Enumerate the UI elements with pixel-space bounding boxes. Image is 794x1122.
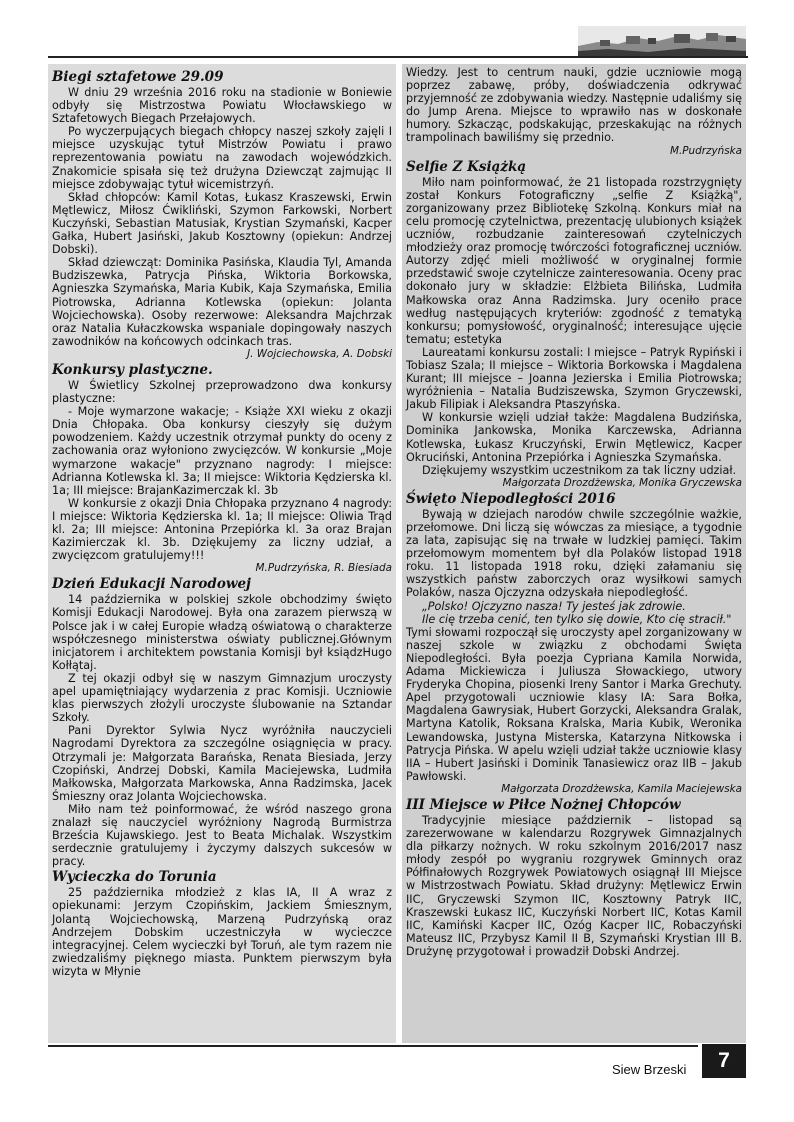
signature: M.Pudrzyńska, R. Biesiada xyxy=(255,562,392,575)
paragraph: Dziękujemy wszystkim uczestnikom za tak liczny udział. xyxy=(422,463,737,477)
article-title-wycieczka: Wycieczka do Torunia xyxy=(52,869,217,886)
paragraph: W dniu 29 września 2016 roku na stadionie w Boniewie odbyły się Mistrzostwa Powiatu Włocławskiego w Sztafetowych Biegach Przełajowych. xyxy=(52,86,392,126)
publication-name: Siew Brzeski xyxy=(612,1062,687,1077)
paragraph: Pani Dyrektor Sylwia Nycz wyróżniła nauczycieli Nagrodami Dyrektora za szczególne osiągnięcia w pracy. Otrzymali je: Małgorzata Barańska, Renata Biesiada, Jerzy Czopiński, Andrzej Dobski, Kamila Maciejewska, Ludmiła Małkowska, Małgorzata Markowska, Anna Radzimska, Jacek Śmieszny oraz Jolanta Wojciechowska. xyxy=(52,724,392,803)
paragraph: Skład dziewcząt: Dominika Pasińska, Klaudia Tyl, Amanda Budziszewka, Patrycja Pińska, Wiktoria Borkowska, Agnieszka Szymańska, Maria Kubik, Kaja Szymańska, Emilia Piotrowska, Adrianna Kotlewska (opiekun: Jolanta Wojciechowska). Osoby rezerwowe: Aleksandra Majchrzak oraz Natalia Kułaczkowska wspaniale dopingowały naszych zawodników na końcowych odcinkach tras. xyxy=(52,256,392,348)
signature: Małgorzata Drozdżewska, Kamila Maciejewska xyxy=(501,782,742,795)
article-title-konkursy: Konkursy plastyczne. xyxy=(52,361,213,378)
right-column xyxy=(402,64,746,1043)
header-landscape-photo xyxy=(578,26,746,56)
article-title-biegi: Biegi sztafetowe 29.09 xyxy=(52,69,224,85)
paragraph: 14 października w polskiej szkole obchodzimy święto Komisji Edukacji Narodowej. Była ona zarazem pierwszą w Polsce jak i w całej Europie władzą oświatową o charakterze współczesnego ministerstwa oświaty publicznej.Głównym inicjatorem i architektem powstania Komisji był ksiądzHugo Kołłątaj. xyxy=(52,593,392,672)
paragraph: W Świetlicy Szkolnej przeprowadzono dwa konkursy plastyczne: xyxy=(52,378,392,406)
paragraph-continued: Wiedzy. Jest to centrum nauki, gdzie uczniowie mogą poprzez zabawę, próby, doświadczenia odkrywać przyjemność ze zdobywania wiedzy. Następnie udaliśmy się do Jump Arena. Miejsce to wprawiło nas w doskonałe humory. Szkacząc, podskakując, przeskakując na różnych trampolinach bawiliśmy się przednio. xyxy=(406,66,742,145)
paragraph: Laureatami konkursu zostali: I miejsce – Patryk Rypiński i Tobiasz Szala; II miejsce – Wiktoria Borkowska i Magdalena Kurant; III miejsce – Joanna Jezierska i Emilia Piotrowska; wyróżnienia – Natalia Budziszewska, Szymon Gryczewski, Jakub Filipiak i Aleksandra Ptaszyńska. xyxy=(406,345,742,412)
paragraph: - Moje wymarzone wakacje; - Książe XXI wieku z okazji Dnia Chłopaka. Oba konkursy cieszyły się dużym powodzeniem. Każdy uczestnik otrzymał punkty do oceny z zachowania oraz wyłoniono zwycięzców. W konkursie „Moje wymarzone wakacje" przyznano nagrody: I miejsce: Adrianna Kotlewska kl. 3a; II miejsce: Wiktoria Kędzierska kl. 1a; III miejsce: BrajanKazimerczak kl. 3b xyxy=(52,405,392,497)
paragraph: W konkursie z okazji Dnia Chłopaka przyznano 4 nagrody: I miejsce: Wiktoria Kędzierska kl. 1a; II miejsce: Oliwia Trąd kl. 2a; III miejsce: Antonina Przepiórka kl. 3a oraz Brajan Kazimierczak kl. 3b. Dziękujemy za liczny udział, a zwycięzcom gratulujemy!!! xyxy=(52,496,392,563)
paragraph: W konkursie wzięli udział także: Magdalena Budzińska, Dominika Jankowska, Monika Karczewska, Adrianna Kotlewska, Łukasz Kruczyński, Erwin Mętlewicz, Kacper Okruciński, Antonina Przepiórka i Agnieszka Szymańska. xyxy=(406,411,742,464)
page-number: 7 xyxy=(702,1044,746,1078)
quote-line: Ile cię trzeba cenić, ten tylko się dowie, Kto cię stracił." xyxy=(422,612,732,626)
quote-line: „Polsko! Ojczyzno nasza! Ty jesteś jak zdrowie. xyxy=(422,599,686,613)
signature: J. Wojciechowska, A. Dobski xyxy=(247,347,392,360)
paragraph: Po wyczerpujących biegach chłopcy naszej szkoły zajęli I miejsce uzyskując tytuł Mistrzów Powiatu i prawo reprezentowania powiatu na zawodach wojewódzkich. Znakomicie spisała się też drużyna Dziewcząt zajmując II miejsce zdobywając tytuł wicemistrzyń. xyxy=(52,125,392,191)
bottom-rule xyxy=(48,1045,698,1047)
signature: Małgorzata Drozdżewska, Monika Gryczewska xyxy=(502,476,742,489)
article-title-swieto: Święto Niepodległości 2016 xyxy=(406,490,616,507)
paragraph: Bywają w dziejach narodów chwile szczególnie ważkie, przełomowe. Dni liczą się wówczas za miesiące, a tygodnie za lata, zapisując się na trwałe w ludzkiej pamięci. Takim przełomowym momentem był dla Polaków listopad 1918 roku. 11 listopada 1918 roku, dzięki załamaniu się wszystkich państw zaborczych oraz wysiłkowi samych Polaków, nasza Ojczyzna odzyskała niepodległość. xyxy=(406,507,742,600)
signature: M.Pudrzyńska xyxy=(670,144,742,157)
article-title-selfie: Selfie Z Książką xyxy=(406,158,527,175)
paragraph: Tymi słowami rozpoczął się uroczysty apel zorganizowany w naszej szkole w związku z obchodami Święta Niepodległości. Była poezja Cypriana Kamila Norwida, Adama Mickiewicza i Juliusza Słowackiego, utwory Fryderyka Chopina, piosenki Ireny Santor i Marka Grechuty. Apel przygotowali uczniowie klasy IA: Sara Bołka, Magdalena Gawrysiak, Hubert Gorzycki, Aleksandra Gralak, Martyna Katolik, Roksana Kralska, Maria Kubik, Weronika Lewandowska, Justyna Misterska, Katarzyna Nitkowska i Patrycja Pińska. W apelu wzięli udział także uczniowie klasy IIA – Hubert Jasiński i Dominik Tanasiewicz oraz IIB – Jakub Pawłowski. xyxy=(406,625,742,783)
paragraph: Skład chłopców: Kamil Kotas, Łukasz Kraszewski, Erwin Mętlewicz, Miłosz Ćwikliński, Szymon Farkowski, Norbert Kuczyński, Sebastian Matusiak, Krystian Szymański, Kacper Gałka, Hubert Jasiński, Jakub Kosztowny (opiekun: Andrzej Dobski). xyxy=(52,190,392,257)
top-rule xyxy=(48,56,748,58)
paragraph: Tradycyjnie miesiące październik – listopad są zarezerwowane w kalendarzu Rozgrywek Gimnazjalnych dla piłkarzy nożnych. W roku szkolnym 2016/2017 nasz młody zespół po wygraniu rozgrywek Gminnych oraz Półfinałowych Rozgrywek Powiatowych osiągnął III Miejsce w Mistrzostwach Powiatu. Skład drużyny: Mętlewicz Erwin IIC, Gryczewski Szymon IIC, Kosztowny Patryk IIC, Kraszewski Łukasz IIC, Kuczyński Norbert IIC, Kotas Kamil IIC, Kamiński Kacper IIC, Ozóg Kacper IIC, Robaczyński Mateusz IIC, Przybysz Kamil II B, Szymański Krystian III B. Drużynę przygotował i prowadził Dobski Andrzej. xyxy=(406,813,742,958)
paragraph: Z tej okazji odbył się w naszym Gimnazjum uroczysty apel upamiętniający wydarzenia z prac Komisji. Uczniowie klas pierwszych złożyli uroczyste ślubowanie na Sztandar Szkoły. xyxy=(52,671,392,725)
paragraph: Miło nam też poinformować, że wśród naszego grona znalazł się nauczyciel wyróżniony Nagrodą Burmistrza Brześcia Kujawskiego. Jest to Beata Michalak. Wszystkim serdecznie gratulujemy i życzymy dalszych sukcesów w pracy. xyxy=(52,802,392,869)
paragraph: 25 października młodzież z klas IA, II A wraz z opiekunami: Jerzym Czopińskim, Jackiem Śmiesznym, Jolantą Wojciechowską, Marzeną Pudrzyńską oraz Andrzejem Dobskim uczestniczyła w wycieczce integracyjnej. Celem wycieczki był Toruń, ale tym razem nie zwiedzaliśmy pięknego miasta. Punktem pierwszym była wizyta w Młynie xyxy=(52,886,392,978)
paragraph: Miło nam poinformować, że 21 listopada rozstrzygnięty został Konkurs Fotograficzny „selfie Z Książką", zorganizowany przez Bibliotekę Szkolną. Konkurs miał na celu promocję czytelnictwa, prezentację ulubionych książek uczniów, rozbudzanie zainteresowań czytelniczych młodzieży oraz promocję twórczości fotograficznej uczniów. Autorzy zdjęć mieli możliwość w oryginalnej formie przedstawić swoje czytelnicze zainteresowania. Oceny prac dokonało jury w składzie: Elżbieta Bilińska, Ludmiła Małkowska oraz Anna Radzimska. Jury oceniło prace według następujących kryteriów: zgodność z tematyką konkursu; pomysłowość, oryginalność; interesujące ujęcie tematu; estetyka xyxy=(406,175,742,346)
article-title-pilka-nozna: III Miejsce w Piłce Nożnej Chłopców xyxy=(406,796,681,813)
article-title-dzien-edukacji: Dzień Edukacji Narodowej xyxy=(52,576,251,593)
left-column xyxy=(48,64,396,1043)
